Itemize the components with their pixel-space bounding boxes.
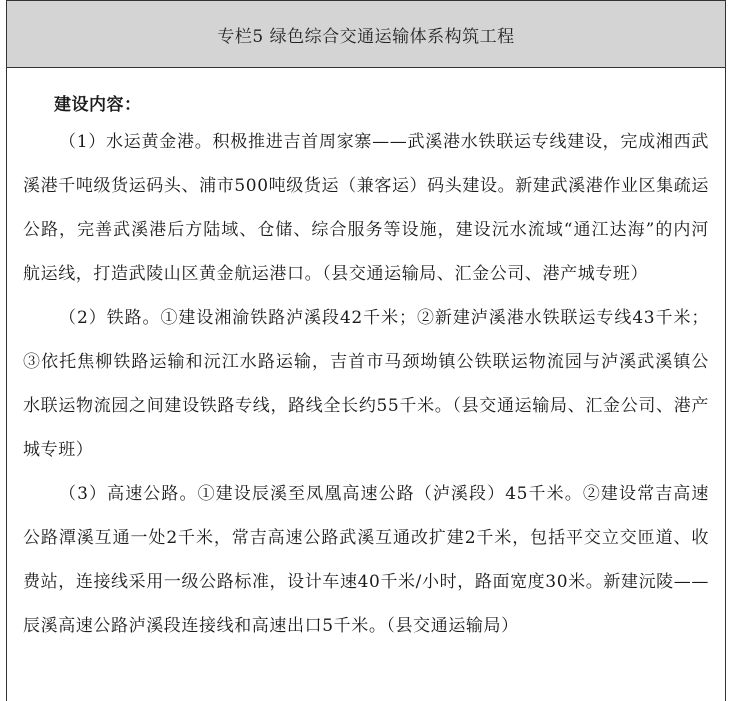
- feature-box: [6, 0, 726, 701]
- paragraph-highway: （3）高速公路。①建设辰溪至凤凰高速公路（泸溪段）45千米。②建设常吉高速公路潭溪互通一处2千米，常吉高速公路武溪互通改扩建2千米，包括平交立交匝道、收费站，连接线采用一级公路标准，设计车速40千米/小时，路面宽度30米。新建沅陵——辰溪高速公路泸溪段连接线和高速出口5千米。（县交通运输局）: [23, 484, 709, 636]
- paragraph-waterway: （1）水运黄金港。积极推进吉首周家寨——武溪港水铁联运专线建设，完成湘西武溪港千吨级货运码头、浦市500吨级货运（兼客运）码头建设。新建武溪港作业区集疏运公路，完善武溪港后方陆域、仓储、综合服务等设施，建设沅水流域“通江达海”的内河航运线，打造武陵山区黄金航运港口。（县交通运输局、汇金公司、港产城专班）: [23, 132, 709, 284]
- box-title: 专栏5 绿色综合交通运输体系构筑工程: [7, 1, 725, 68]
- section-heading: 建设内容：: [54, 95, 142, 115]
- paragraph-railway: （2）铁路。①建设湘渝铁路泸溪段42千米；②新建泸溪港水铁联运专线43千米；③依托焦柳铁路运输和沅江水路运输，吉首市马颈坳镇公铁联运物流园与泸溪武溪镇公水联运物流园之间建设铁路专线，路线全长约55千米。（县交通运输局、汇金公司、港产城专班）: [23, 308, 709, 460]
- box-body: [7, 68, 725, 648]
